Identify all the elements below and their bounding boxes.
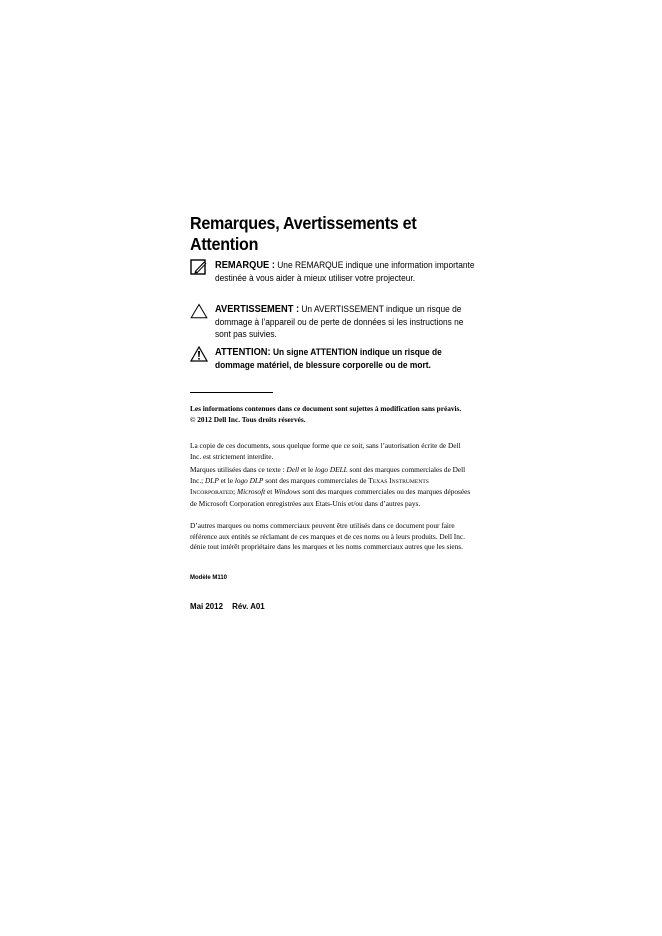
trademarks-text: sont des marques commerciales ou des marques déposées de Microsoft Corporation enregistrées aux Etats-Unis et/ou dans d’autres pays. — [190, 487, 471, 508]
other-marks-paragraph: D’autres marques ou noms commerciaux peuvent être utilisés dans ce document pour faire référence aux entités se réclamant de ces marques et de ces noms ou à leurs produits. Dell Inc. dénie tout intérêt propriétaire dans les marques et les noms commerciaux autres que les siens. — [190, 521, 465, 551]
attention-text: Un signe ATTENTION indique un risque de dommage matériel, de blessure corporelle ou de mort. — [215, 347, 442, 370]
avertissement-label: AVERTISSEMENT : — [215, 304, 300, 315]
trademark-microsoft: Microsoft — [237, 487, 266, 496]
trademark-ti: NCORPORATED — [192, 490, 234, 496]
trademarks-text: et — [265, 487, 275, 496]
trademark-ti: T — [368, 475, 373, 485]
trademark-ti: EXAS — [372, 478, 388, 485]
warning-triangle-icon — [190, 303, 210, 320]
attention-exclamation-icon — [190, 346, 210, 363]
avertissement-text: Un AVERTISSEMENT indique un risque de dommage à l’appareil ou de perte de données si les instructions ne sont pas suivies. — [215, 304, 464, 339]
remarque-label: REMARQUE : — [215, 260, 275, 271]
trademark-ti: I — [387, 475, 392, 485]
trademark-logo-dlp: logo DLP — [234, 475, 264, 485]
trademark-logo-dell: logo DELL — [315, 465, 348, 474]
trademarks-text: et le — [218, 475, 235, 485]
trademark-dell: Dell — [286, 465, 300, 474]
trademarks-text: sont des marques commerciales de — [263, 475, 369, 485]
trademarks-paragraph — [190, 465, 472, 509]
date-revision-line — [190, 601, 265, 611]
copyright-line: © 2012 Dell Inc. Tous droits réservés. — [190, 414, 306, 424]
footnote-rule — [190, 392, 273, 393]
copy-paragraph: La copie de ces documents, sous quelque forme que ce soit, sans l’autorisation écrite de Dell Inc. est strictement interdite. — [190, 441, 461, 461]
trademarks-text: Marques utilisées dans ce texte : — [190, 465, 287, 474]
model-label: Modèle M110 — [190, 575, 228, 581]
trademark-windows: Windows — [274, 487, 301, 496]
trademarks-text: sont des marques commerciales de Dell Inc.; — [190, 465, 466, 485]
modification-notice: Les informations contenues dans ce document sont sujettes à modification sans préavis. — [190, 404, 462, 413]
remarque-text: Une REMARQUE indique une information importante destinée à vous aider à mieux utiliser votre projecteur. — [215, 260, 475, 283]
publication-date: Mai 2012 — [190, 601, 223, 611]
trademark-ti: I — [190, 487, 193, 496]
note-pencil-icon — [190, 259, 210, 276]
legal-notice — [190, 404, 472, 425]
trademarks-text: ; — [233, 487, 238, 496]
trademark-dlp: DLP — [205, 475, 219, 485]
attention-label: ATTENTION: — [215, 347, 271, 358]
revision-label: Rév. A01 — [232, 601, 265, 611]
trademark-ti: NSTRUMENTS — [391, 478, 429, 485]
trademarks-text: et le — [299, 465, 316, 474]
page-title: Remarques, Avertissements et Attention — [190, 213, 417, 254]
